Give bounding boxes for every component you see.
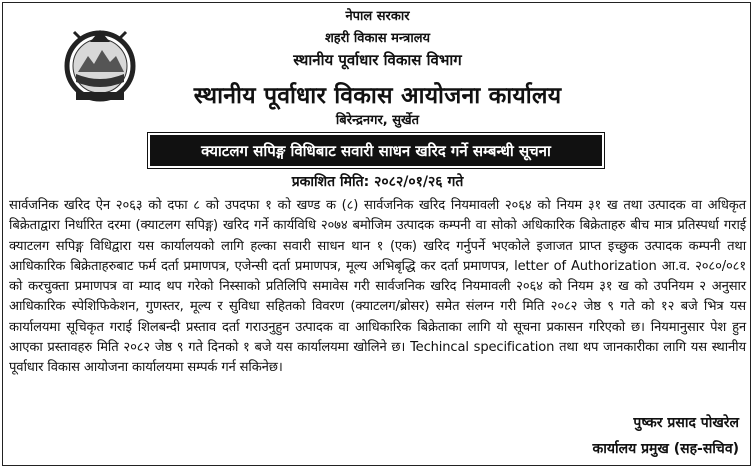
government-name: नेपाल सरकार [345, 9, 410, 24]
department-name: स्थानीय पूर्वाधार विकास विभाग [293, 51, 462, 69]
notice-title-banner [150, 135, 602, 166]
signatory-name: पुष्कर प्रसाद पोखरेल [633, 415, 739, 431]
signatory-designation: कार्यालय प्रमुख (सह-सचिव) [592, 441, 739, 457]
notice-title: क्याटलग सपिङ्ग विधिबाट सवारी साधन खरिद गर्ने सम्बन्धी सूचना [201, 141, 551, 160]
ministry-name: शहरी विकास मन्त्रालय [324, 31, 431, 46]
notice-body: सार्वजनिक खरिद ऐन २०६३ को दफा ८ को उपदफा १ को खण्ड क (८) सार्वजनिक खरिद नियमावली २०६४ को नियम ३१ ख तथा उत्पादक वा अधिकृत बिक्रेताद्वारा निर्धारित दरमा (क्याटलग सपिङ्ग) खरिद गर्ने कार्यविधि २०७४ बमोजिम उत्पादक कम्पनी वा सोको अधिकारिक बिक्रेताहरु बीच मात्र प्रतिस्पर्धा गराई क्याटलग सपिङ्ग विधिद्वारा यस कार्यालयको लागि हल्का सवारी साधन थान १ (एक) खरिद गर्नुपर्ने भएकोले इजाजत प्राप्त इच्छुक उत्पादक कम्पनी तथा आधिकारिक बिक्रेताहरुबाट फर्म दर्ता प्रमाणपत्र, एजेन्सी दर्ता प्रमाणपत्र, मूल्य अभिबृद्धि कर दर्ता प्रमाणपत्र, letter of Authorization आ.व. २०८०/०८१ को करचुक्ता प्रमाणपत्र वा म्याद थप गरेको निस्साको प्रतिलिपि समावेस गरी सार्वजनिक खरिद नियमावली २०६४ को नियम ३१ ख को उपनियम २ अनुसार आधिकारिक स्पेशिफिकेशन, गुणस्तर, मूल्य र सुविधा सहितको विवरण (क्याटलग/ब्रोसर) समेत संलग्न गरी मिति २०८२ जेष्ठ ९ गते को १२ बजे भित्र यस कार्यालयमा सूचिकृत गराई शिलबन्दी प्रस्ताव दर्ता गराउनुहुन उत्पादक वा आधिकारिक बिक्रेताका लागि यो सूचना प्रकासन गरिएको छ। नियमानुसार पेश हुन आएका प्रस्तावहरु मिति २०८२ जेष्ठ ९ गते दिनको १ बजे यस कार्यालयमा खोलिने छ। Techincal specification तथा थप जानकारीका लागि यस स्थानीय पूर्वाधार विकास आयोजना कार्यालयमा सम्पर्क गर्न सकिनेछ। [9, 198, 746, 376]
office-name: स्थानीय पूर्वाधार विकास आयोजना कार्यालय [193, 83, 562, 109]
published-date: प्रकाशित मिति: २०८२/०१/२६ गते [291, 174, 464, 190]
office-location: बिरेन्द्रनगर, सुर्खेत [335, 113, 420, 128]
